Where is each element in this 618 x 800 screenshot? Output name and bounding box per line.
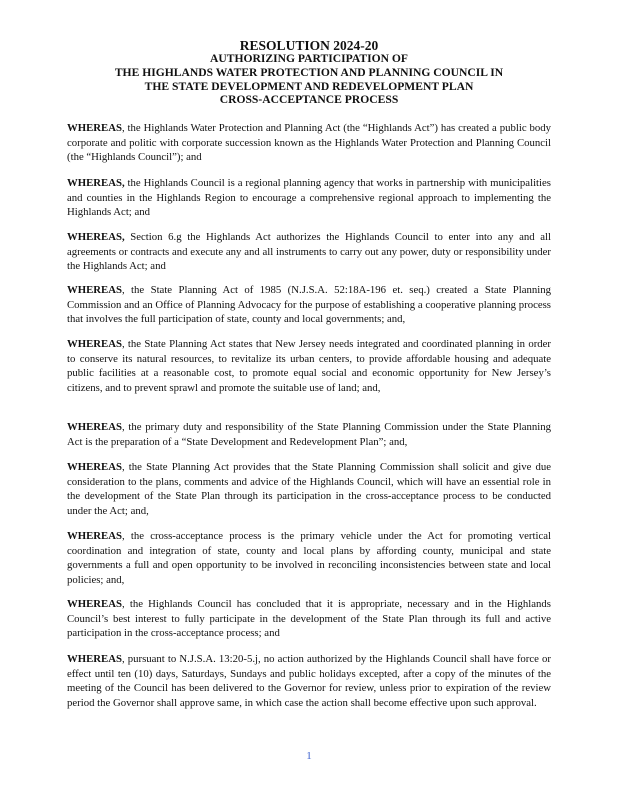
whereas-clause-8 [67,529,551,587]
clause-lead: WHEREAS, [67,177,125,189]
clause-lead: WHEREAS [67,284,122,296]
whereas-clause-2 [67,176,551,220]
whereas-clause-7 [67,460,551,518]
whereas-clause-5 [67,337,551,395]
clause-lead: WHEREAS [67,421,122,433]
whereas-clause-9 [67,597,551,641]
clause-text: , the cross-acceptance process is the primary vehicle under the Act for promoting vertical coordination and integration of state, county and local plans by affording county, municipal and state governments a full and open opportunity to be involved in reconciling inconsistencies between state and local policies; and, [67,530,551,586]
clause-text: , pursuant to N.J.S.A. 13:20-5.j, no action authorized by the Highlands Council shall have force or effect until ten (10) days, Saturdays, Sundays and public holidays excepted, after a copy of the minutes of the meeting of the Council has been delivered to the Governor for review, unless prior to expiration of the review period the Governor shall approve same, in which case the action shall become effective upon such approval. [67,653,551,709]
page-number: 1 [306,750,312,762]
whereas-clause-4 [67,283,551,327]
clause-lead: WHEREAS [67,122,122,134]
clause-lead: WHEREAS, [67,231,125,243]
clause-lead: WHEREAS [67,461,122,473]
whereas-clause-1 [67,121,551,165]
clause-text: , the Highlands Water Protection and Planning Act (the “Highlands Act”) has created a public body corporate and politic with corporate succession known as the Highlands Water Protection and Planning Council (the “Highlands Council”); and [67,122,551,164]
clause-text: , the State Planning Act states that New Jersey needs integrated and coordinated planning in order to conserve its natural resources, to revitalize its urban centers, to provide affordable housing and adequate public facilities at a reasonable cost, to promote equal social and economic opportunity for New Jersey’s citizens, and to prevent sprawl and promote the suitable use of land; and, [67,338,551,394]
resolution-title: RESOLUTION 2024-20 [239,38,379,53]
whereas-clause-10 [67,652,551,710]
subtitle-line: CROSS-ACCEPTANCE PROCESS [219,93,399,107]
subtitle-line: THE HIGHLANDS WATER PROTECTION AND PLANNING COUNCIL IN [114,65,504,79]
clause-text: the Highlands Council is a regional planning agency that works in partnership with municipalities and counties in the Highlands Region to encourage a comprehensive regional approach to implementing the Highlands Act; and [67,177,551,219]
clause-lead: WHEREAS [67,598,122,610]
subtitle-line: AUTHORIZING PARTICIPATION OF [210,52,408,65]
clause-lead: WHEREAS [67,338,122,350]
clause-text: , the Highlands Council has concluded that it is appropriate, necessary and in the Highlands Council’s best interest to fully participate in the development of the State Plan through its full and active participation in the cross-acceptance process; and [67,598,551,640]
clause-lead: WHEREAS [67,653,122,665]
clause-text: , the State Planning Act provides that the State Planning Commission shall solicit and give due consideration to the plans, comments and advice of the Highlands Council, which will have an essential role in the development of the State Plan through its participation in the cross-acceptance process to be conducted under the Act; and, [67,461,551,517]
clause-text: , the State Planning Act of 1985 (N.J.S.A. 52:18A-196 et. seq.) created a State Planning Commission and an Office of Planning Advocacy for the purpose of establishing a cooperative planning process that involves the full participation of state, county and local governments; and, [67,284,551,326]
subtitle-line: THE STATE DEVELOPMENT AND REDEVELOPMENT PLAN [144,79,474,93]
whereas-clause-6 [67,420,551,449]
clause-text: , the primary duty and responsibility of the State Planning Commission under the State Planning Act is the preparation of a “State Development and Redevelopment Plan”; and, [67,421,551,448]
clause-lead: WHEREAS [67,530,122,542]
clause-text: Section 6.g the Highlands Act authorizes the Highlands Council to enter into any and all agreements or contracts and execute any and all instruments to carry out any power, duty or responsibility under the Highlands Act; and [67,231,551,273]
whereas-clause-3 [67,230,551,274]
